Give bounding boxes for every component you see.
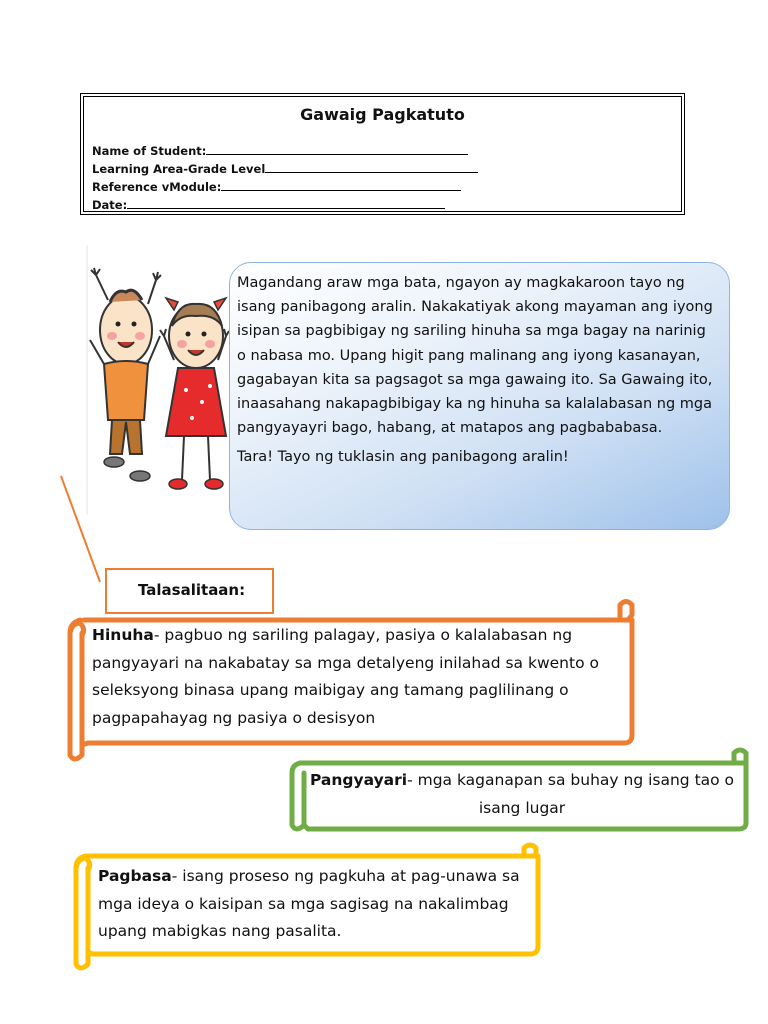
learning-area-field — [92, 161, 478, 176]
term-pagbasa-text — [98, 863, 528, 946]
date-field — [92, 197, 445, 212]
field-label: Reference vModule: — [92, 180, 222, 194]
fill-line[interactable] — [265, 161, 478, 173]
vocabulary-heading: Talasalitaan: — [105, 568, 274, 614]
intro-call-to-action: Tara! Tayo ng tuklasin ang panibagong aralin! — [237, 449, 569, 466]
fill-line[interactable] — [221, 179, 461, 191]
fill-line[interactable] — [206, 143, 468, 155]
intro-paragraph: Magandang araw mga bata, ngayon ay magkakaroon tayo ng isang panibagong aralin. Nakakatiyak akong mayaman ang iyong isipan sa pagbibigay ng sariling hinuha sa mga bagay na narinig o nabasa mo. Upang higit pang malinang ang iyong kasanayan, gagabayan kita sa pagsagot sa mga gawaing ito. Sa Gawaing ito, inaasahang nakapagbibigay ka ng hinuha sa kalalabasan ng mga pangyayayri bago, habang, at matapos ang pagbababasa. — [237, 275, 713, 437]
term-word: Pangyayari — [309, 771, 408, 789]
term-word: Pagbasa — [98, 867, 172, 885]
term-card-pagbasa — [70, 840, 545, 973]
fill-line[interactable] — [127, 197, 445, 209]
reference-module-field — [92, 179, 461, 194]
term-card-hinuha — [60, 595, 640, 765]
term-definition: - pagbuo ng sariling palagay, pasiya o kalalabasan ng pangyayari na nakabatay sa mga detalyeng inilahad sa kwento o seleksyong binasa upang maibigay ang tamang paglilinang o pagpapahayag ng pasiya o desisyon — [92, 626, 599, 727]
term-pangyayari-text — [302, 767, 742, 822]
worksheet-header — [80, 93, 685, 215]
field-label: Learning Area-Grade Level — [92, 162, 266, 176]
children-illustration — [86, 240, 230, 518]
field-label: Name of Student: — [92, 144, 207, 158]
term-word: Hinuha — [92, 626, 154, 644]
worksheet-title: Gawaig Pagkatuto — [300, 105, 465, 124]
field-label: Date: — [92, 198, 128, 212]
term-definition: - mga kaganapan sa buhay ng isang tao o isang lugar — [407, 771, 735, 817]
name-of-student-field — [92, 143, 468, 158]
term-hinuha-text — [92, 622, 622, 732]
intro-speech-bubble — [229, 262, 730, 530]
term-definition: - isang proseso ng pagkuha at pag-unawa sa mga ideya o kaisipan sa mga sagisag na nakalimbag upang mabigkas nang pasalita. — [98, 867, 520, 940]
term-card-pangyayari — [286, 745, 752, 840]
